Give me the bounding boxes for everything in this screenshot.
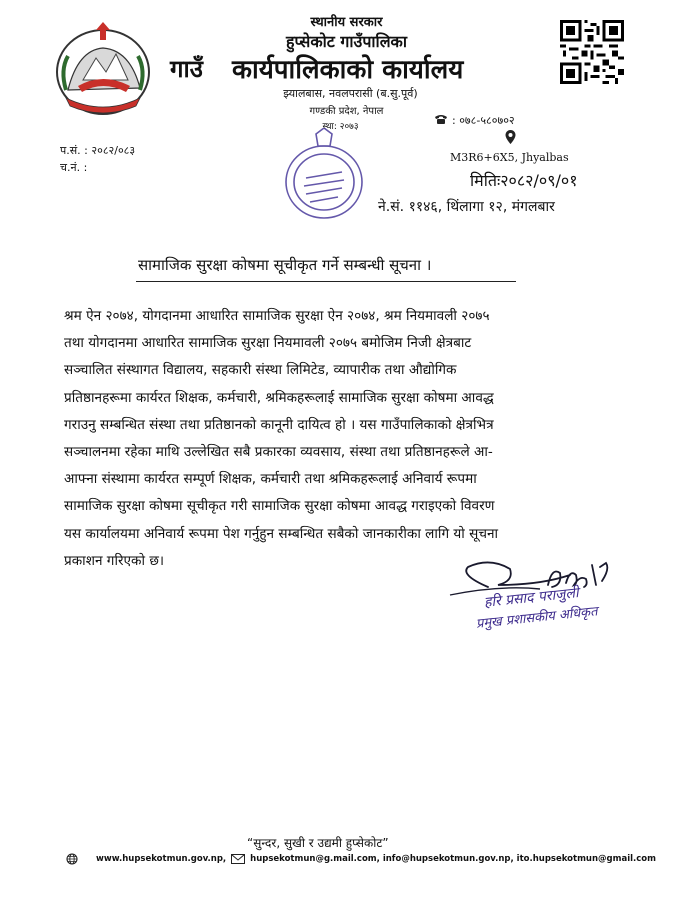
patra-sankhya: प.सं. : २०८२/०८३ — [60, 144, 136, 157]
signatory-name: हरि प्रसाद पराजुली — [483, 585, 580, 611]
header-gau: गाउँ — [170, 55, 203, 83]
phone-number: : ०७८-५८०७०२ — [452, 114, 515, 127]
email-icon — [231, 854, 245, 864]
notice-line: सामाजिक सुरक्षा कोषमा सूचीकृत गरी सामाजिक सुरक्षा कोषमा आवद्ध गराइएको विवरण — [64, 498, 495, 515]
footer-website-link[interactable]: www.hupsekotmun.gov.np, — [96, 854, 227, 864]
notice-line: यस कार्यालयमा अनिवार्य रूपमा पेश गर्नुहुन सम्बन्धित सबैको जानकारीका लागि यो सूचना — [64, 525, 499, 542]
notice-line: सञ्चालनमा रहेका माथि उल्लेखित सबै प्रकारका व्यवसाय, संस्था तथा प्रतिष्ठानहरूले आ- — [64, 444, 493, 461]
notice-body — [64, 303, 620, 575]
date-bikram-sambat: मितिः२०८२/०९/०१ — [470, 171, 578, 190]
notice-line: प्रकाशन गरिएको छ। — [64, 552, 165, 569]
telephone-icon — [434, 113, 448, 125]
header-municipality-name: हुप्सेकोट गाउँपालिका — [286, 32, 407, 51]
footer-slogan: “सुन्दर, सुखी र उद्यमी हुप्सेकोट” — [247, 836, 389, 850]
notice-line: प्रतिष्ठानहरूमा कार्यरत शिक्षक, कर्मचारी, श्रमिकहरूलाई सामाजिक सुरक्षा कोषमा आवद्ध — [64, 389, 494, 406]
header-local-government: स्थानीय सरकार — [310, 15, 383, 30]
notice-line: आफ्ना संस्थामा कार्यरत सम्पूर्ण शिक्षक, कर्मचारी तथा श्रमिकहरूलाई अनिवार्य रूपमा — [64, 471, 477, 488]
notice-line: सञ्चालित संस्थागत विद्यालय, सहकारी संस्था लिमिटेड, व्यापारीक तथा औद्योगिक — [64, 362, 457, 379]
header-office-title: कार्यपालिकाको कार्यालय — [232, 55, 464, 85]
plus-code-location: M3R6+6X5, Jhyalbas — [450, 151, 569, 164]
notice-line: श्रम ऐन २०७४, योगदानमा आधारित सामाजिक सुरक्षा ऐन २०७४, श्रम नियमावली २०७५ — [64, 308, 490, 324]
office-stamp-seal — [276, 128, 372, 224]
subject-underline — [136, 281, 516, 282]
globe-icon — [66, 853, 78, 865]
footer-email-links[interactable]: hupsekotmun@g.mail.com, info@hupsekotmun.gov.np, ito.hupsekotmun@gmail.com — [250, 854, 656, 864]
header-province: गण्डकी प्रदेश, नेपाल — [309, 106, 384, 117]
header-established: स्था: २०७३ — [322, 122, 359, 132]
notice-line: तथा योगदानमा आधारित सामाजिक सुरक्षा नियमावली २०७५ बमोजिम निजी क्षेत्रबाट — [64, 335, 472, 352]
notice-line: गराउनु सम्बन्धित संस्था तथा प्रतिष्ठानको कानूनी दायित्व हो । यस गाउँपालिकाको क्षेत्रभित्र — [64, 416, 494, 433]
location-pin-icon — [505, 130, 516, 145]
signatory-title: प्रमुख प्रशासकीय अधिकृत — [475, 604, 599, 632]
date-nepal-sambat: ने.सं. ११४६, थिंलागा १२, मंगलबार — [378, 199, 555, 215]
chalani-number: च.नं. : — [60, 161, 88, 174]
footer-contact-bar — [66, 853, 656, 865]
header-address: झ्यालबास, नवलपरासी (ब.सु.पूर्व) — [283, 87, 418, 100]
notice-subject: सामाजिक सुरक्षा कोषमा सूचीकृत गर्ने सम्बन्धी सूचना । — [138, 256, 432, 274]
